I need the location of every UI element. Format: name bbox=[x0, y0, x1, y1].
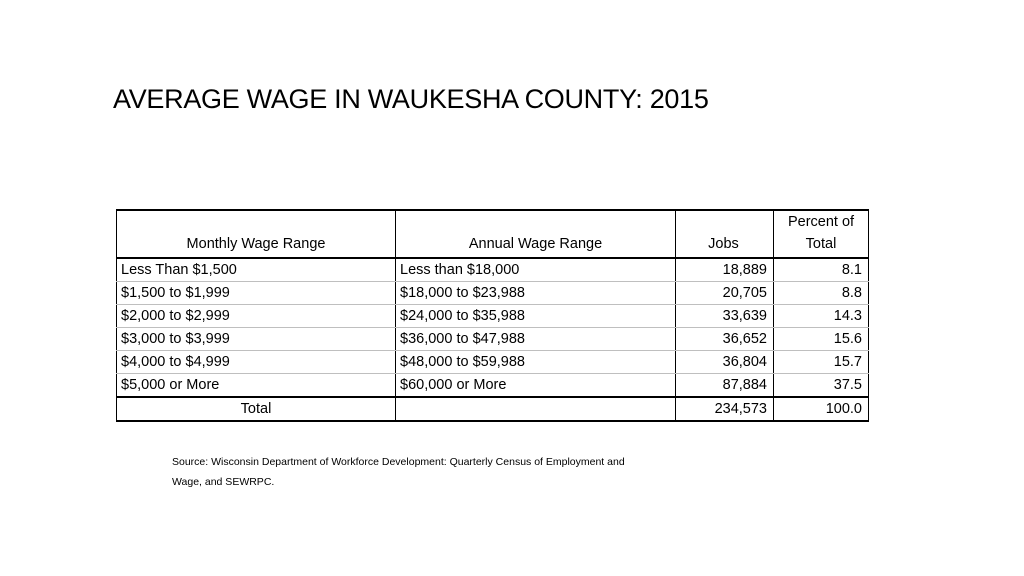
jobs-cell: 36,652 bbox=[676, 328, 774, 351]
wage-table bbox=[116, 209, 869, 422]
source-line-2: Wage, and SEWRPC. bbox=[172, 476, 275, 488]
total-percent-cell: 100.0 bbox=[774, 397, 869, 421]
total-label: Total bbox=[117, 397, 396, 421]
jobs-header: Jobs bbox=[676, 210, 774, 258]
monthly-cell: $4,000 to $4,999 bbox=[117, 351, 396, 374]
jobs-cell: 33,639 bbox=[676, 305, 774, 328]
percent-cell: 15.7 bbox=[774, 351, 869, 374]
percent-header-line2: Total bbox=[805, 236, 837, 252]
annual-cell: $24,000 to $35,988 bbox=[396, 305, 676, 328]
annual-wage-header: Annual Wage Range bbox=[396, 210, 676, 258]
table-row bbox=[117, 282, 869, 305]
monthly-cell: Less Than $1,500 bbox=[117, 258, 396, 282]
percent-cell: 37.5 bbox=[774, 374, 869, 398]
percent-header-line1: Percent of bbox=[787, 214, 855, 230]
source-note bbox=[172, 452, 692, 492]
monthly-cell: $2,000 to $2,999 bbox=[117, 305, 396, 328]
jobs-cell: 18,889 bbox=[676, 258, 774, 282]
percent-cell: 8.8 bbox=[774, 282, 869, 305]
table-row bbox=[117, 328, 869, 351]
jobs-cell: 36,804 bbox=[676, 351, 774, 374]
percent-cell: 8.1 bbox=[774, 258, 869, 282]
total-jobs-cell: 234,573 bbox=[676, 397, 774, 421]
monthly-cell: $5,000 or More bbox=[117, 374, 396, 398]
annual-cell: $18,000 to $23,988 bbox=[396, 282, 676, 305]
annual-cell: Less than $18,000 bbox=[396, 258, 676, 282]
annual-cell: $48,000 to $59,988 bbox=[396, 351, 676, 374]
source-line-1: Source: Wisconsin Department of Workforce Development: Quarterly Census of Employment and bbox=[172, 456, 625, 468]
monthly-cell: $3,000 to $3,999 bbox=[117, 328, 396, 351]
percent-cell: 14.3 bbox=[774, 305, 869, 328]
monthly-wage-header: Monthly Wage Range bbox=[117, 210, 396, 258]
table-row bbox=[117, 258, 869, 282]
table-row bbox=[117, 374, 869, 398]
monthly-cell: $1,500 to $1,999 bbox=[117, 282, 396, 305]
percent-cell: 15.6 bbox=[774, 328, 869, 351]
annual-cell: $36,000 to $47,988 bbox=[396, 328, 676, 351]
percent-header bbox=[774, 210, 869, 258]
total-row bbox=[117, 397, 869, 421]
table-header-row bbox=[117, 210, 869, 258]
slide-title: AVERAGE WAGE IN WAUKESHA COUNTY: 2015 bbox=[113, 84, 709, 114]
jobs-cell: 87,884 bbox=[676, 374, 774, 398]
table-row bbox=[117, 305, 869, 328]
table-row bbox=[117, 351, 869, 374]
total-annual-cell bbox=[396, 397, 676, 421]
jobs-cell: 20,705 bbox=[676, 282, 774, 305]
annual-cell: $60,000 or More bbox=[396, 374, 676, 398]
